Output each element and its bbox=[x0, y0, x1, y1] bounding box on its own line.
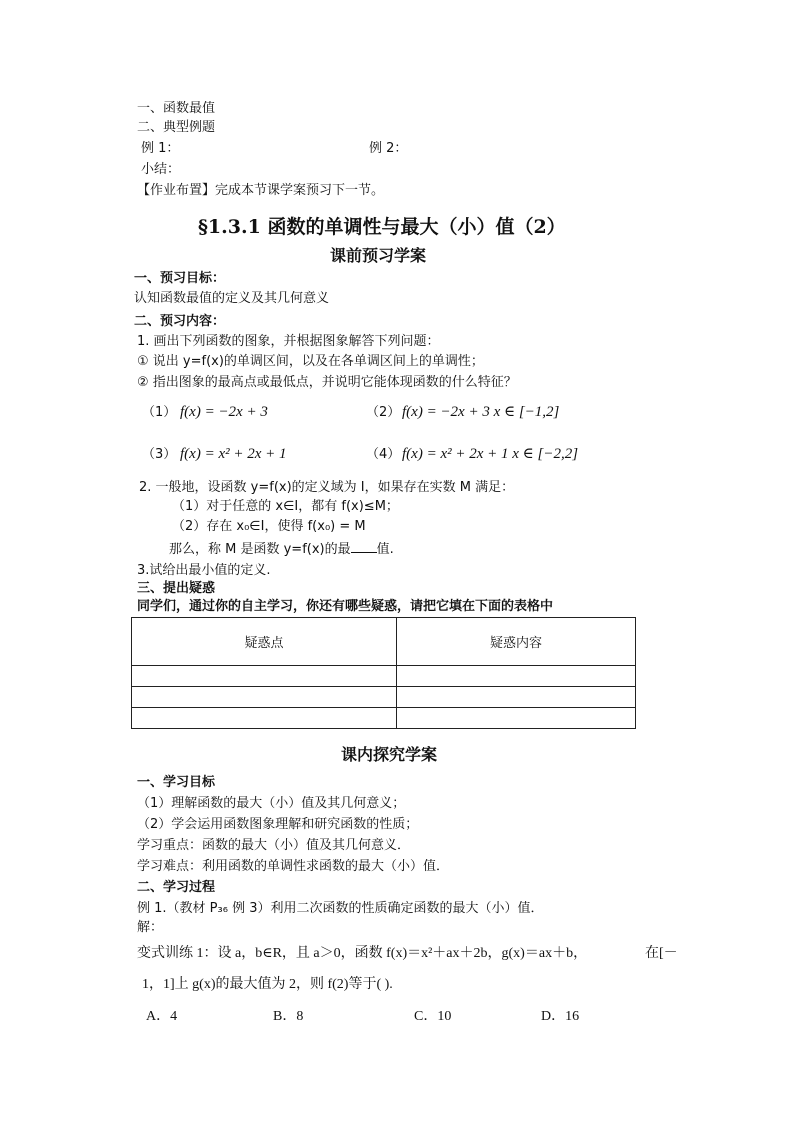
process-heading: 二、学习过程 bbox=[137, 880, 216, 895]
solution-label: 解： bbox=[137, 920, 164, 935]
explore-goal-1: （1）理解函数的最大（小）值及其几何意义； bbox=[137, 796, 406, 811]
question-1: 1. 画出下列函数的图象，并根据图象解答下列问题： bbox=[137, 334, 440, 349]
function-2-formula: f(x) = −2x + 3 x ∈ [−1,2] bbox=[402, 404, 560, 420]
doubt-heading: 三、提出疑惑 bbox=[137, 581, 216, 596]
explore-goal-2: （2）学会运用函数图象理解和研究函数的性质； bbox=[137, 817, 419, 832]
table-header-row bbox=[132, 618, 636, 666]
function-1-label: （1） bbox=[142, 405, 177, 420]
example-1: 例 1.（教材 P₃₆ 例 3）利用二次函数的性质确定函数的最大（小）值． bbox=[137, 901, 544, 916]
variant-exercise-interval: 在[－ bbox=[645, 946, 678, 961]
preview-heading: 课前预习学案 bbox=[330, 246, 427, 265]
example-1-label: 例 1： bbox=[141, 141, 180, 156]
function-2-label: （2） bbox=[366, 405, 401, 420]
variant-exercise-line-1: 变式训练 1：设 a，b∈R，且 a＞0，函数 f(x)＝x²＋ax＋2b，g(x)＝ax＋b， bbox=[137, 946, 588, 961]
section-function-extrema: 一、函数最值 bbox=[137, 101, 216, 116]
key-point: 学习重点：函数的最大（小）值及其几何意义． bbox=[137, 838, 411, 853]
function-3-label: （3） bbox=[142, 447, 177, 462]
question-1-part-a: ① 说出 y=f(x)的单调区间，以及在各单调区间上的单调性； bbox=[137, 354, 484, 369]
table-header-doubt-content: 疑惑内容 bbox=[397, 618, 636, 666]
question-2-condition-1: （1）对于任意的 x∈I，都有 f(x)≤M； bbox=[172, 499, 399, 514]
question-2-conclusion-suffix: 值. bbox=[376, 542, 394, 557]
answer-blank[interactable] bbox=[351, 540, 377, 553]
question-2: 2. 一般地，设函数 y=f(x)的定义域为 I，如果存在实数 M 满足： bbox=[139, 480, 515, 495]
question-3: 3.试给出最小值的定义. bbox=[137, 563, 271, 578]
table-cell[interactable] bbox=[397, 666, 636, 687]
explore-goal-heading: 一、学习目标 bbox=[137, 775, 216, 790]
preview-goal-heading: 一、预习目标： bbox=[134, 271, 226, 286]
doubt-table bbox=[131, 617, 636, 729]
option-a[interactable]: A．4 bbox=[146, 1009, 178, 1024]
function-4-label: （4） bbox=[366, 447, 401, 462]
section-typical-examples: 二、典型例题 bbox=[137, 120, 216, 135]
table-row bbox=[132, 708, 636, 729]
summary-label: 小结： bbox=[141, 162, 181, 177]
question-2-conclusion-text: 那么，称 M 是函数 y=f(x)的最 bbox=[169, 542, 351, 557]
table-cell[interactable] bbox=[132, 666, 397, 687]
table-row bbox=[132, 687, 636, 708]
function-1-formula: f(x) = −2x + 3 bbox=[180, 404, 268, 420]
option-d[interactable]: D．16 bbox=[541, 1009, 580, 1024]
variant-exercise-line-2: 1，1]上 g(x)的最大值为 2，则 f(2)等于( ). bbox=[142, 977, 393, 992]
function-4-formula: f(x) = x² + 2x + 1 x ∈ [−2,2] bbox=[402, 446, 579, 462]
table-cell[interactable] bbox=[132, 708, 397, 729]
example-2-label: 例 2： bbox=[369, 141, 408, 156]
preview-content-heading: 二、预习内容： bbox=[134, 314, 226, 329]
function-3-formula: f(x) = x² + 2x + 1 bbox=[180, 446, 287, 462]
page-title: §1.3.1 函数的单调性与最大（小）值（2） bbox=[198, 216, 566, 238]
difficult-point: 学习难点：利用函数的单调性求函数的最大（小）值． bbox=[137, 859, 450, 874]
question-2-condition-2: （2）存在 x₀∈I，使得 f(x₀) = M bbox=[172, 519, 366, 534]
question-1-part-b: ② 指出图象的最高点或最低点，并说明它能体现函数的什么特征？ bbox=[137, 375, 517, 390]
table-header-doubt-point: 疑惑点 bbox=[132, 618, 397, 666]
option-c[interactable]: C．10 bbox=[414, 1009, 452, 1024]
preview-goal-text: 认知函数最值的定义及其几何意义 bbox=[134, 291, 330, 306]
table-cell[interactable] bbox=[132, 687, 397, 708]
table-cell[interactable] bbox=[397, 708, 636, 729]
homework-line: 【作业布置】完成本节课学案预习下一节。 bbox=[137, 183, 385, 198]
table-cell[interactable] bbox=[397, 687, 636, 708]
doubt-instruction: 同学们，通过你的自主学习，你还有哪些疑惑，请把它填在下面的表格中 bbox=[137, 599, 554, 614]
question-2-conclusion bbox=[169, 540, 394, 559]
explore-heading: 课内探究学案 bbox=[341, 745, 438, 764]
table-row bbox=[132, 666, 636, 687]
option-b[interactable]: B．8 bbox=[273, 1009, 304, 1024]
